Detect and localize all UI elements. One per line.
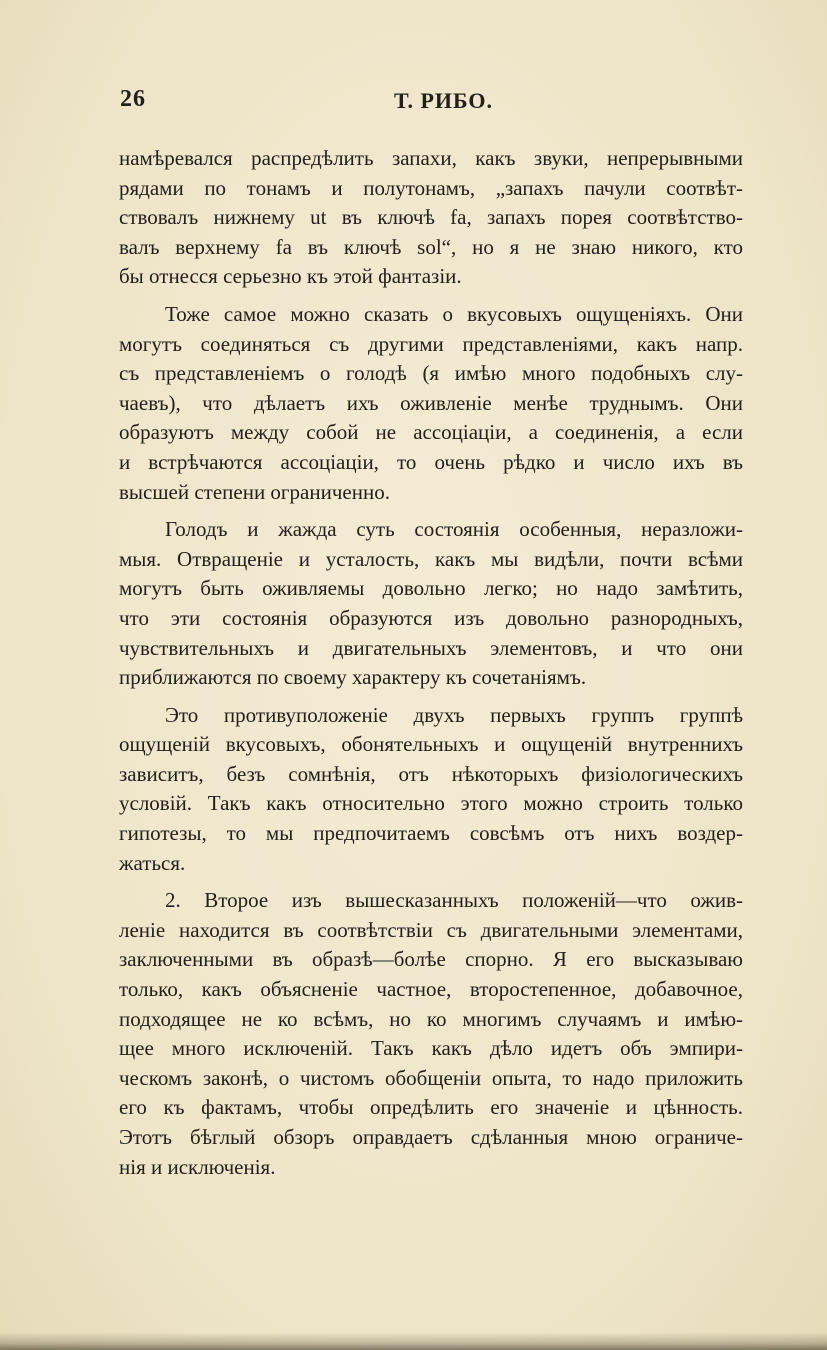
text-line: 2. Второе изъ вышесказанныхъ положеній—что ожив-	[165, 888, 743, 913]
text-line: валъ верхнему fa въ ключѣ sol“, но я не знаю никого, кто	[119, 234, 743, 259]
text-line: жаться.	[119, 850, 186, 875]
text-line: намѣревался распредѣлить запахи, какъ звуки, непрерывными	[119, 146, 743, 170]
text-line: могутъ быть оживляемы довольно легко; но надо замѣтить,	[119, 576, 743, 601]
text-line: нія и исключенія.	[119, 1154, 276, 1179]
text-line: щее много исключеній. Такъ какъ дѣло идетъ объ эмпири-	[119, 1036, 743, 1061]
text-line: ствовалъ нижнему ut въ ключѣ fa, запахъ порея соотвѣтство-	[119, 205, 743, 230]
text-line: высшей степени ограниченно.	[119, 479, 390, 504]
text-line: приближаются по своему характеру къ сочетаніямъ.	[119, 665, 587, 690]
text-line: рядами по тонамъ и полутонамъ, „запахъ пачули соотвѣт-	[119, 175, 743, 200]
text-line: могутъ соединяться съ другими представленіями, какъ напр.	[119, 331, 743, 356]
text-line: Это противуположеніе двухъ первыхъ группъ группѣ	[165, 702, 743, 727]
text-line: зависитъ, безъ сомнѣнія, отъ нѣкоторыхъ физіологическихъ	[119, 761, 743, 786]
text-line: чаевъ), что дѣлаетъ ихъ оживленіе менѣе труднымъ. Они	[119, 390, 743, 415]
text-line: съ представленіемъ о голодѣ (я имѣю много подобныхъ слу-	[119, 361, 743, 386]
running-head: Т. РИБО.	[394, 88, 494, 113]
text-line: Этотъ бѣглый обзоръ оправдаетъ сдѣланныя мною ограниче-	[119, 1125, 743, 1149]
page-number: 26	[120, 86, 146, 112]
text-line: леніе находится въ соотвѣтствіи съ двигательными элементами,	[119, 917, 743, 942]
text-line: мыя. Отвращеніе и усталость, какъ мы видѣли, почти всѣми	[119, 546, 743, 571]
text-line: образуютъ между собой не ассоціаціи, а соединенія, а если	[119, 420, 743, 445]
text-line: подходящее не ко всѣмъ, но ко многимъ случаямъ и имѣю-	[119, 1006, 743, 1031]
text-line: что эти состоянія образуются изъ довольно разнородныхъ,	[119, 605, 743, 630]
text-line: его къ фактамъ, чтобы опредѣлить его значеніе и цѣнность.	[119, 1095, 743, 1120]
text-line: бы отнесся серьезно къ этой фантазіи.	[119, 264, 462, 289]
text-line: ощущеній вкусовыхъ, обонятельныхъ и ощущеній внутреннихъ	[119, 732, 743, 757]
body-text	[119, 144, 743, 1182]
text-line: только, какъ объясненіе частное, второстепенное, добавочное,	[119, 977, 743, 1002]
text-line: и встрѣчаются ассоціаціи, то очень рѣдко и число ихъ въ	[119, 449, 743, 474]
text-line: Голодъ и жажда суть состоянія особенныя, неразложи-	[165, 517, 743, 542]
text-line: Тоже самое можно сказать о вкусовыхъ ощущеніяхъ. Они	[165, 301, 743, 326]
page-edge-shadow	[0, 1332, 827, 1350]
text-line: гипотезы, то мы предпочитаемъ совсѣмъ отъ нихъ воздер-	[119, 821, 743, 846]
text-line: заключенными въ образѣ—болѣе спорно. Я его высказываю	[119, 947, 743, 972]
text-line: ческомъ законѣ, о чистомъ обобщеніи опыта, то надо приложить	[119, 1065, 743, 1090]
text-line: чувствительныхъ и двигательныхъ элементовъ, и что они	[119, 635, 743, 660]
text-line: условій. Такъ какъ относительно этого можно строить только	[119, 791, 743, 816]
